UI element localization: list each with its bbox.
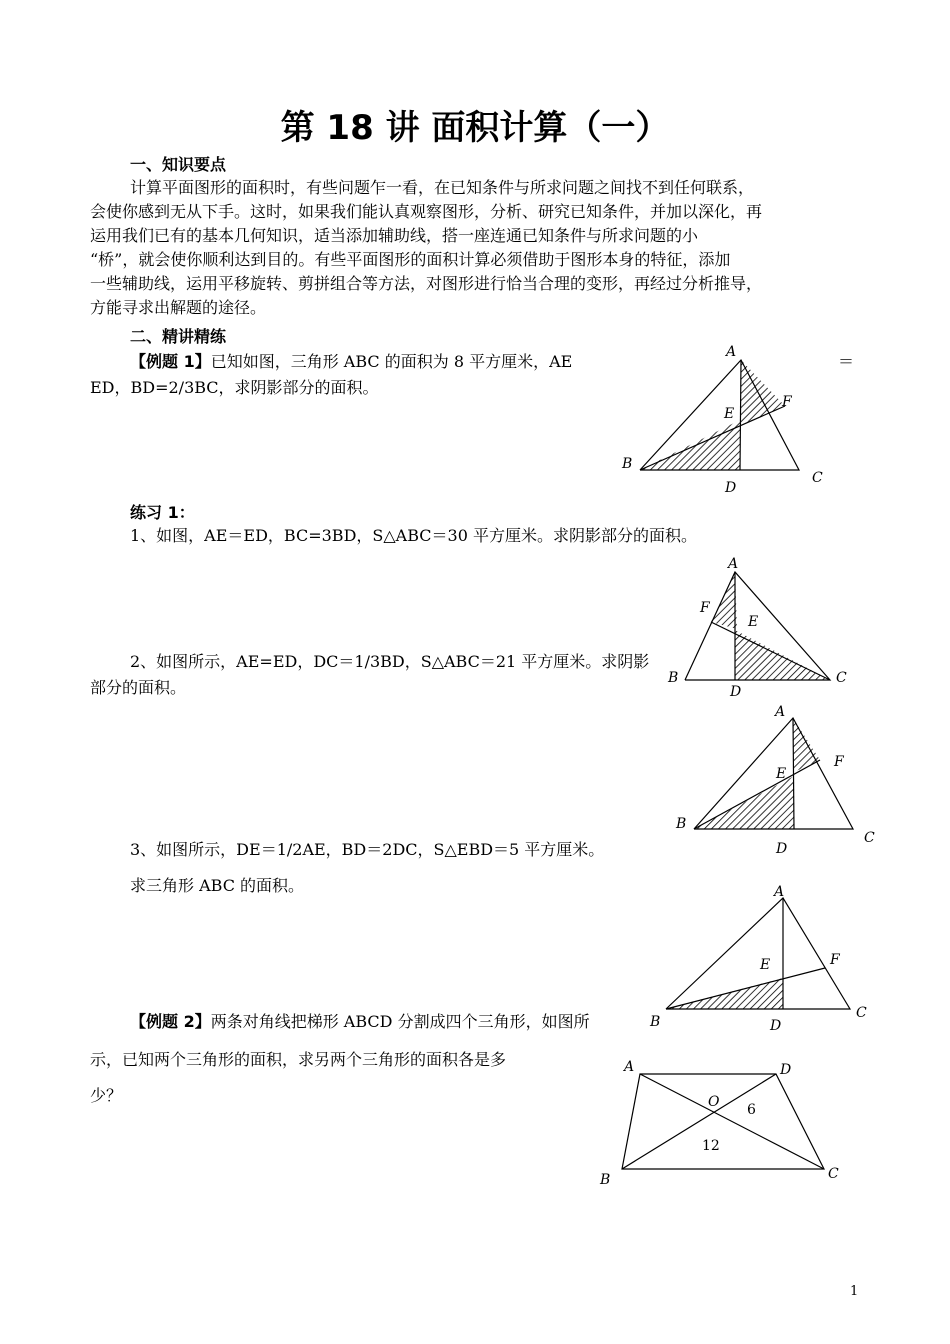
label-c: C xyxy=(812,470,823,486)
label-f: F xyxy=(830,952,840,968)
label-a: A xyxy=(726,344,737,360)
label-d: D xyxy=(776,841,788,857)
area-label: 6 xyxy=(747,1102,756,1118)
figure-practice1-q1 xyxy=(660,552,860,702)
example1-line2: ED，BD=2/3BC，求阴影部分的面积。 xyxy=(90,378,379,397)
label-c: C xyxy=(864,830,875,846)
example2-line3: 少？ xyxy=(90,1086,123,1105)
example2-label: 【例题 2】 xyxy=(130,1012,211,1031)
example2-line1 xyxy=(130,1010,590,1034)
paragraph-line: 方能寻求出解题的途径。 xyxy=(90,298,267,317)
label-a: A xyxy=(728,556,739,572)
example2-line2: 示，已知两个三角形的面积，求另两个三角形的面积各是多 xyxy=(90,1050,507,1069)
label-d: D xyxy=(780,1062,792,1078)
example1-text: 已知如图，三角形 ABC 的面积为 8 平方厘米，AE xyxy=(210,352,573,371)
label-b: B xyxy=(676,816,687,832)
example2-text: 两条对角线把梯形 ABCD 分割成四个三角形，如图所 xyxy=(210,1012,590,1031)
label-c: C xyxy=(856,1005,867,1021)
area-label: 12 xyxy=(702,1138,720,1154)
label-f: F xyxy=(782,394,792,410)
label-e: E xyxy=(748,614,759,630)
figure-example2-trapezoid xyxy=(590,1052,860,1192)
label-e: E xyxy=(776,766,787,782)
shaded-region xyxy=(711,572,737,629)
practice1-question3-line1: 3、如图所示，DE＝1/2AE，BD＝2DC，S△EBD＝5 平方厘米。 xyxy=(130,840,605,859)
practice1-question2-line1: 2、如图所示，AE=ED，DC＝1/3BD，S△ABC＝21 平方厘米。求阴影 xyxy=(130,652,650,671)
paragraph-line: 计算平面图形的面积时，有些问题乍一看，在已知条件与所求问题之间找不到任何联系， xyxy=(130,178,755,197)
figure-practice1-q2 xyxy=(670,700,880,860)
label-f: F xyxy=(834,754,844,770)
figure-practice1-q3 xyxy=(640,878,880,1038)
paragraph-line: “桥”，就会使你顺利达到目的。有些平面图形的面积计算必须借助于图形本身的特征，添加 xyxy=(90,250,731,269)
page-number: 1 xyxy=(850,1284,859,1299)
label-e: E xyxy=(760,957,771,973)
paragraph-line: 一些辅助线，运用平移旋转、剪拼组合等方法，对图形进行恰当合理的变形，再经过分析推导， xyxy=(90,274,763,293)
example1-line1 xyxy=(130,350,572,374)
paragraph-line: 会使你感到无从下手。这时，如果我们能认真观察图形，分析、研究已知条件，并加以深化，再 xyxy=(90,202,763,221)
practice1-question3-line2: 求三角形 ABC 的面积。 xyxy=(130,876,305,895)
example1-label: 【例题 1】 xyxy=(130,352,211,371)
label-o: O xyxy=(708,1094,720,1110)
practice1-question1: 1、如图，AE＝ED，BC=3BD，S△ABC＝30 平方厘米。求阴影部分的面积。 xyxy=(130,526,697,545)
label-c: C xyxy=(836,670,847,686)
label-a: A xyxy=(775,704,786,720)
label-b: B xyxy=(622,456,633,472)
label-d: D xyxy=(725,480,737,496)
label-d: D xyxy=(730,684,742,700)
label-b: B xyxy=(650,1014,661,1030)
figure-example1-triangle xyxy=(610,340,840,500)
section-heading-practice: 二、精讲精练 xyxy=(130,327,227,346)
practice1-question2-line2: 部分的面积。 xyxy=(90,678,187,697)
label-a: A xyxy=(774,884,785,900)
label-b: B xyxy=(600,1172,611,1188)
label-b: B xyxy=(668,670,679,686)
page-title: 第 18 讲 面积计算（一） xyxy=(280,108,670,148)
practice1-heading: 练习 1： xyxy=(130,503,195,522)
label-f: F xyxy=(700,600,710,616)
example1-equals: ＝ xyxy=(838,352,855,371)
label-a: A xyxy=(624,1059,635,1075)
paragraph-line: 运用我们已有的基本几何知识，适当添加辅助线，搭一座连通已知条件与所求问题的小 xyxy=(90,226,699,245)
label-c: C xyxy=(828,1166,839,1182)
shaded-region xyxy=(640,420,740,470)
section-heading-knowledge: 一、知识要点 xyxy=(130,155,227,174)
label-e: E xyxy=(724,406,735,422)
label-d: D xyxy=(770,1018,782,1034)
